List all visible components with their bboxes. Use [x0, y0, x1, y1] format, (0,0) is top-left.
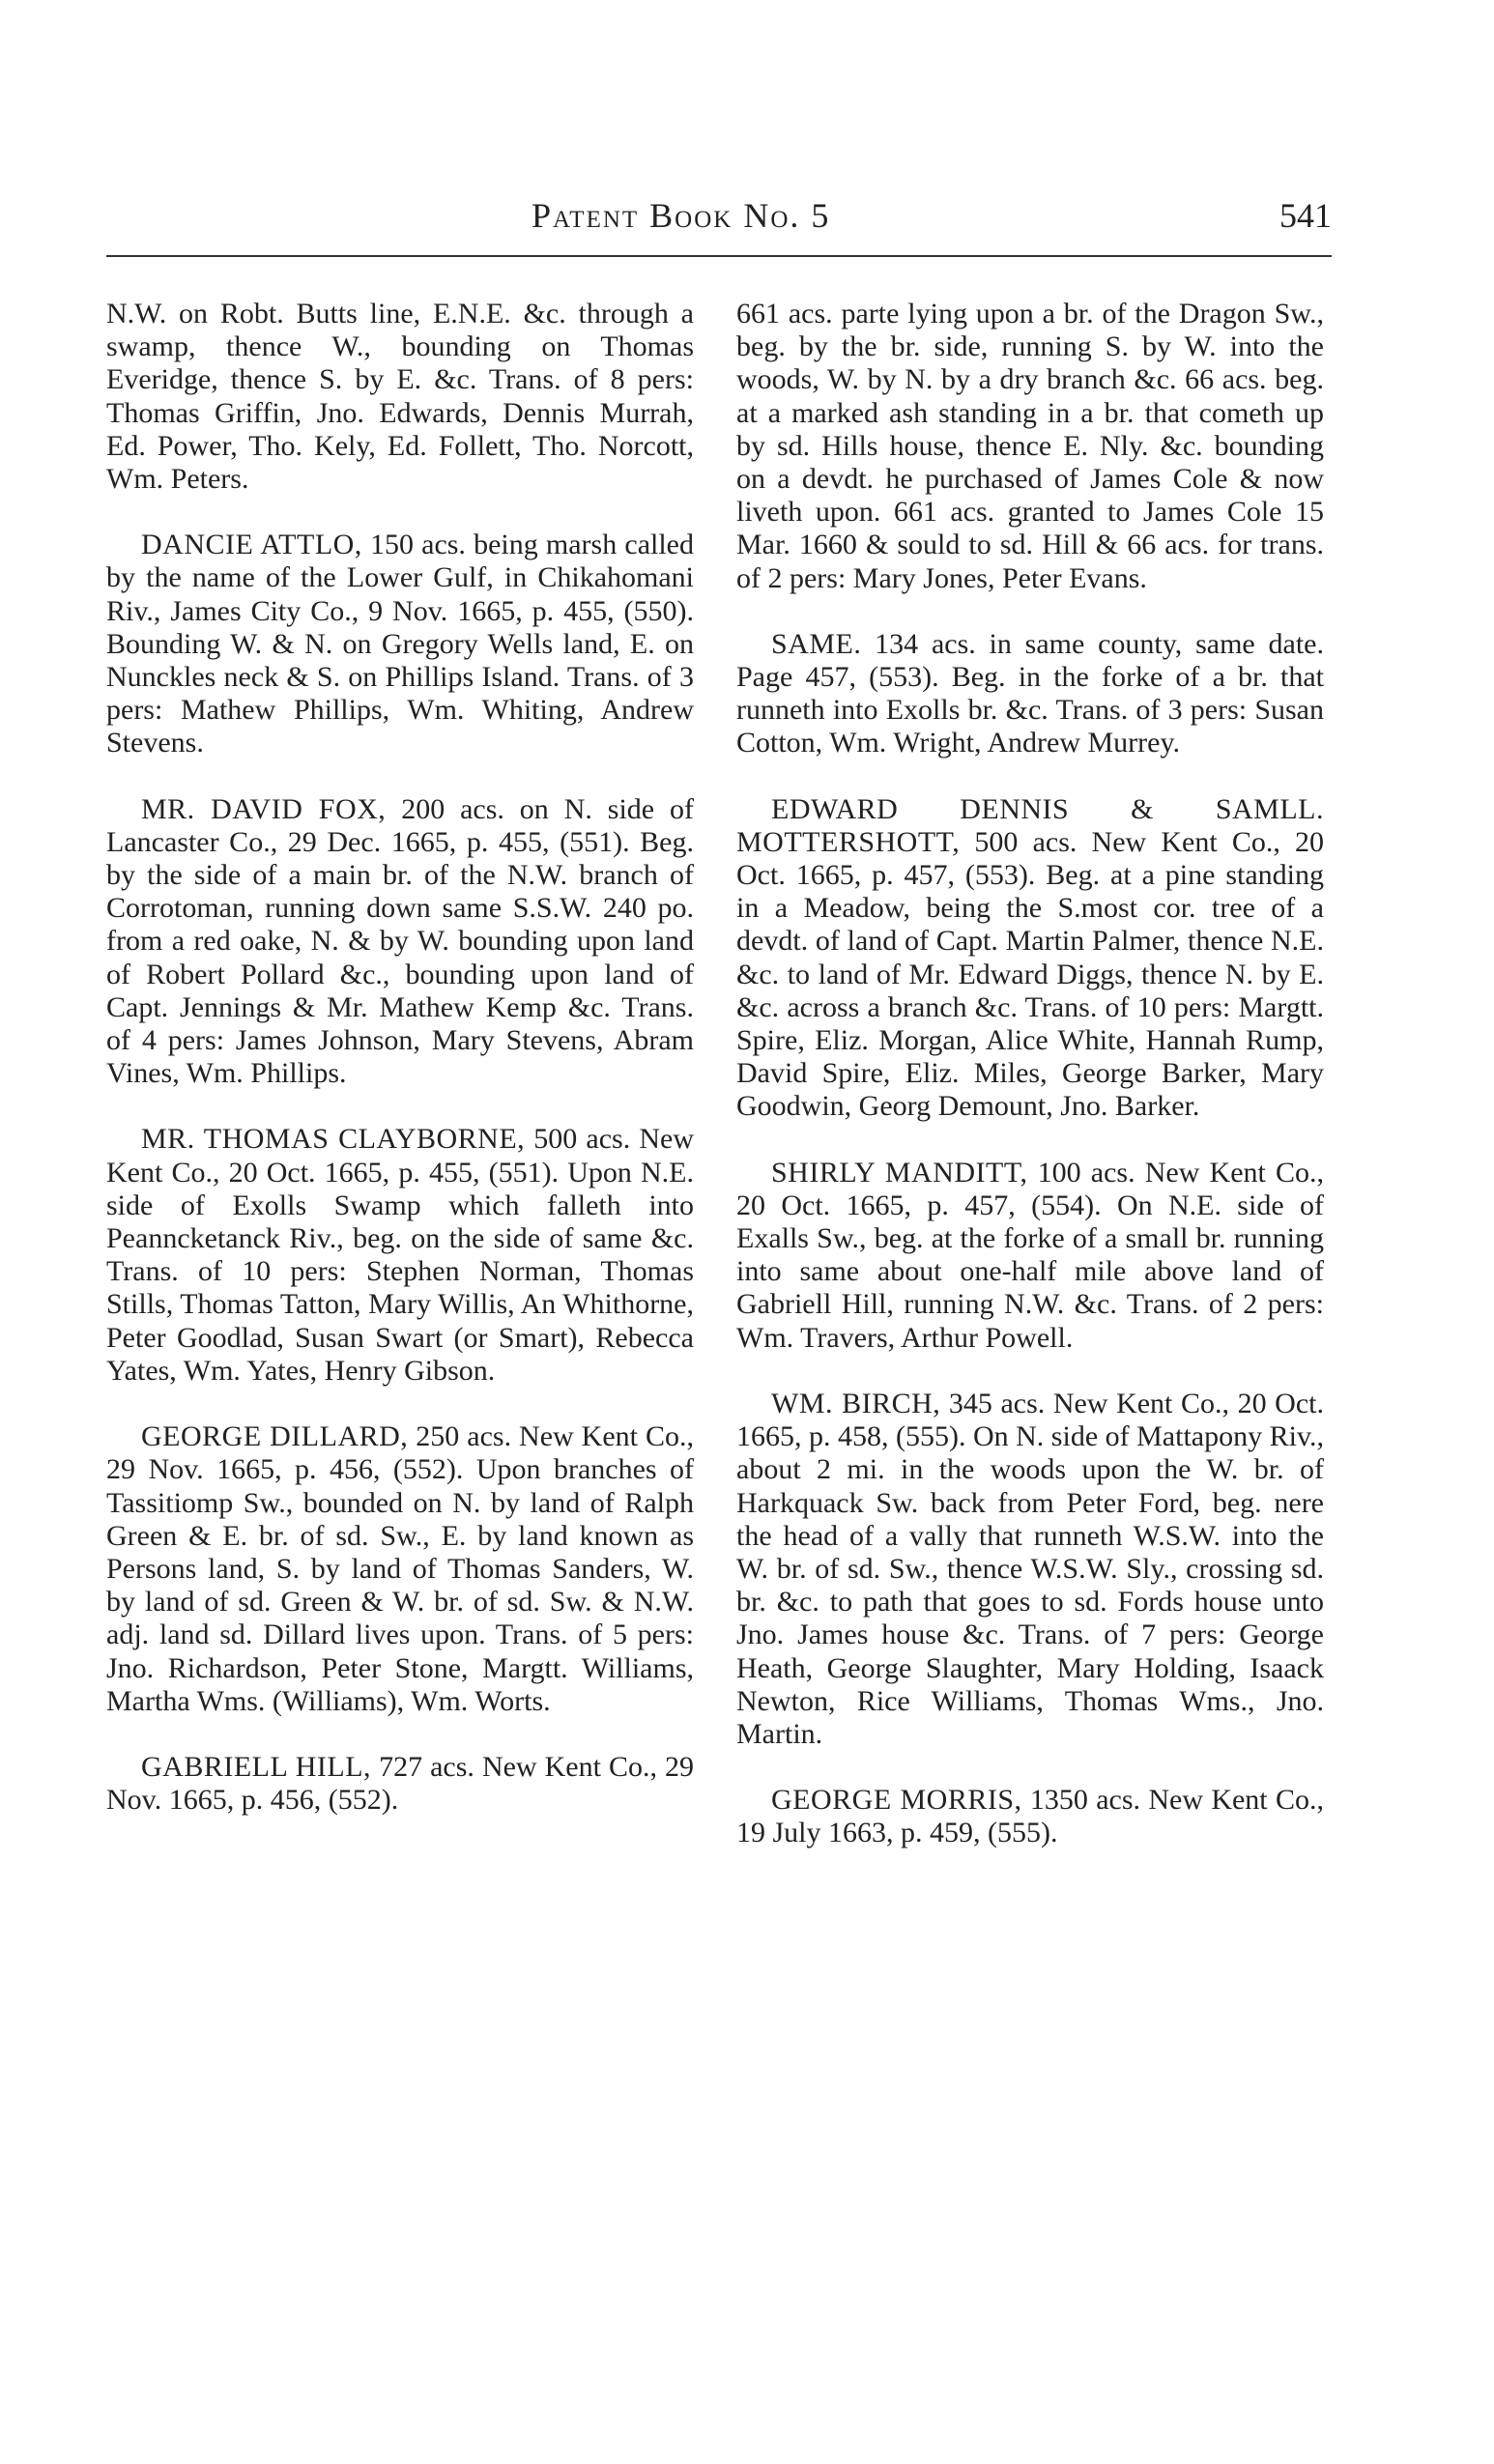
- entry-text: [106, 298, 694, 496]
- header-rule: [106, 255, 1332, 257]
- grantee-name: SHIRLY MANDITT,: [771, 1156, 1028, 1189]
- entry-body: 100 acs. New Kent Co., 20 Oct. 1665, p. 457, (554). On N.E. side of Exalls Sw., beg. at the forke of a small br. running into same about one-half mile above land of Gabriell Hill, running N.W. &c. Trans. of 2 pers: Wm. Travers, Arthur Powell.: [736, 1156, 1325, 1354]
- entry-text: [736, 1157, 1324, 1355]
- patent-entry: [106, 1420, 694, 1718]
- entry-body: N.W. on Robt. Butts line, E.N.E. &c. through a swamp, thence W., bounding on Thomas Everidge, thence S. by E. &c. Trans. of 8 pers: Thomas Griffin, Jno. Edwards, Dennis Murrah, Ed. Power, Tho. Kely, Ed. Follett, Tho. Norcott, Wm. Peters.: [106, 298, 694, 496]
- running-title: Patent Book No. 5: [532, 196, 831, 235]
- entry-body: 250 acs. New Kent Co., 29 Nov. 1665, p. 456, (552). Upon branches of Tassitiomp Sw., bounded on N. by land of Ralph Green & E. br. of sd. Sw., E. by land known as Persons land, S. by land of Thomas Sanders, W. by land of sd. Green & W. br. of sd. Sw. & N.W. adj. land sd. Dillard lives upon. Trans. of 5 pers: Jno. Richardson, Peter Stone, Margtt. Williams, Martha Wms. (Williams), Wm. Worts.: [106, 1420, 694, 1717]
- grantee-name: DANCIE ATTLO,: [141, 529, 362, 561]
- entry-text: [736, 793, 1324, 1124]
- patent-entry: [106, 298, 694, 496]
- patent-entry: [736, 1157, 1324, 1355]
- patent-entry: [106, 529, 694, 759]
- entry-body: 345 acs. New Kent Co., 20 Oct. 1665, p. 458, (555). On N. side of Mattapony Riv., about 2 mi. in the woods upon the W. br. of Harkquack Sw. back from Peter Ford, beg. nere the head of a vally that runneth W.S.W. into the W. br. of sd. Sw., thence W.S.W. Sly., crossing sd. br. &c. to path that goes to sd. Fords house unto Jno. James house &c. Trans. of 7 pers: George Heath, George Slaughter, Mary Holding, Isaack Newton, Rice Williams, Thomas Wms., Jno. Martin.: [736, 1387, 1324, 1750]
- entry-text: [106, 1123, 694, 1388]
- entry-body: 500 acs. New Kent Co., 20 Oct. 1665, p. 457, (553). Beg. at a pine standing in a Meadow, being the S.most cor. tree of a devdt. of land of Capt. Martin Palmer, thence N.E. &c. to land of Mr. Edward Diggs, thence N. by E. &c. across a branch &c. Trans. of 10 pers: Margtt. Spire, Eliz. Morgan, Alice White, Hannah Rump, David Spire, Eliz. Miles, George Barker, Mary Goodwin, Georg Demount, Jno. Barker.: [736, 825, 1324, 1123]
- page-header: [106, 193, 1332, 242]
- patent-entry: [736, 298, 1324, 595]
- entry-body: 200 acs. on N. side of Lancaster Co., 29 Dec. 1665, p. 455, (551). Beg. by the side of a main br. of the N.W. branch of Corrotoman, running down same S.S.W. 240 po. from a red oake, N. & by W. bounding upon land of Robert Pollard &c., bounding upon land of Capt. Jennings & Mr. Mathew Kemp &c. Trans. of 4 pers: James Johnson, Mary Stevens, Abram Vines, Wm. Phillips.: [106, 792, 694, 1090]
- entry-text: [736, 628, 1324, 760]
- entry-text: [736, 298, 1324, 595]
- patent-entry: [106, 1123, 694, 1388]
- grantee-name: EDWARD DENNIS & SAMLL. MOTTERSHOTT,: [736, 792, 1324, 858]
- entry-text: [106, 1420, 694, 1718]
- entry-text: [736, 1388, 1324, 1751]
- grantee-name: GABRIELL HILL,: [141, 1750, 372, 1783]
- grantee-name: GEORGE DILLARD,: [141, 1420, 409, 1453]
- right-column: [736, 298, 1324, 1883]
- entry-body: 150 acs. being marsh called by the name of the Lower Gulf, in Chikahomani Riv., James City Co., 9 Nov. 1665, p. 455, (550). Bounding W. & N. on Gregory Wells land, E. on Nunckles neck & S. on Phillips Island. Trans. of 3 pers: Mathew Phillips, Wm. Whiting, Andrew Stevens.: [106, 529, 694, 759]
- entry-body: 661 acs. parte lying upon a br. of the Dragon Sw., beg. by the br. side, running S. by W. into the woods, W. by N. by a dry branch &c. 66 acs. beg. at a marked ash standing in a br. that cometh up by sd. Hills house, thence E. Nly. &c. bounding on a devdt. he purchased of James Cole & now liveth upon. 661 acs. granted to James Cole 15 Mar. 1660 & sould to sd. Hill & 66 acs. for trans. of 2 pers: Mary Jones, Peter Evans.: [736, 298, 1324, 594]
- patent-entry: [736, 793, 1324, 1124]
- left-column: [106, 298, 694, 1849]
- entry-text: [106, 1751, 694, 1817]
- grantee-name: MR. THOMAS CLAYBORNE,: [141, 1123, 526, 1156]
- grantee-name: SAME.: [771, 627, 862, 660]
- grantee-name: MR. DAVID FOX,: [141, 792, 387, 825]
- entry-text: [736, 1784, 1324, 1849]
- patent-entry: [736, 1388, 1324, 1751]
- patent-entry: [106, 793, 694, 1091]
- entry-body: 134 acs. in same county, same date. Page 457, (553). Beg. in the forke of a br. that runneth into Exolls br. &c. Trans. of 3 pers: Susan Cotton, Wm. Wright, Andrew Murrey.: [736, 627, 1324, 759]
- patent-entry: [736, 628, 1324, 760]
- grantee-name: WM. BIRCH,: [771, 1387, 941, 1419]
- entry-text: [106, 529, 694, 759]
- page-number: 541: [1279, 196, 1332, 235]
- entry-text: [106, 793, 694, 1091]
- entry-body: 1350 acs. New Kent Co., 19 July 1663, p. 459, (555).: [736, 1784, 1324, 1849]
- patent-entry: [736, 1784, 1324, 1849]
- patent-entry: [106, 1751, 694, 1817]
- entry-body: 500 acs. New Kent Co., 20 Oct. 1665, p. 455, (551). Upon N.E. side of Exolls Swamp which falleth into Peanncketanck Riv., beg. on the side of same &c. Trans. of 10 pers: Stephen Norman, Thomas Stills, Thomas Tatton, Mary Willis, An Whithorne, Peter Goodlad, Susan Swart (or Smart), Rebecca Yates, Wm. Yates, Henry Gibson.: [106, 1123, 694, 1387]
- entry-body: 727 acs. New Kent Co., 29 Nov. 1665, p. 456, (552).: [106, 1750, 694, 1817]
- grantee-name: GEORGE MORRIS,: [771, 1784, 1022, 1817]
